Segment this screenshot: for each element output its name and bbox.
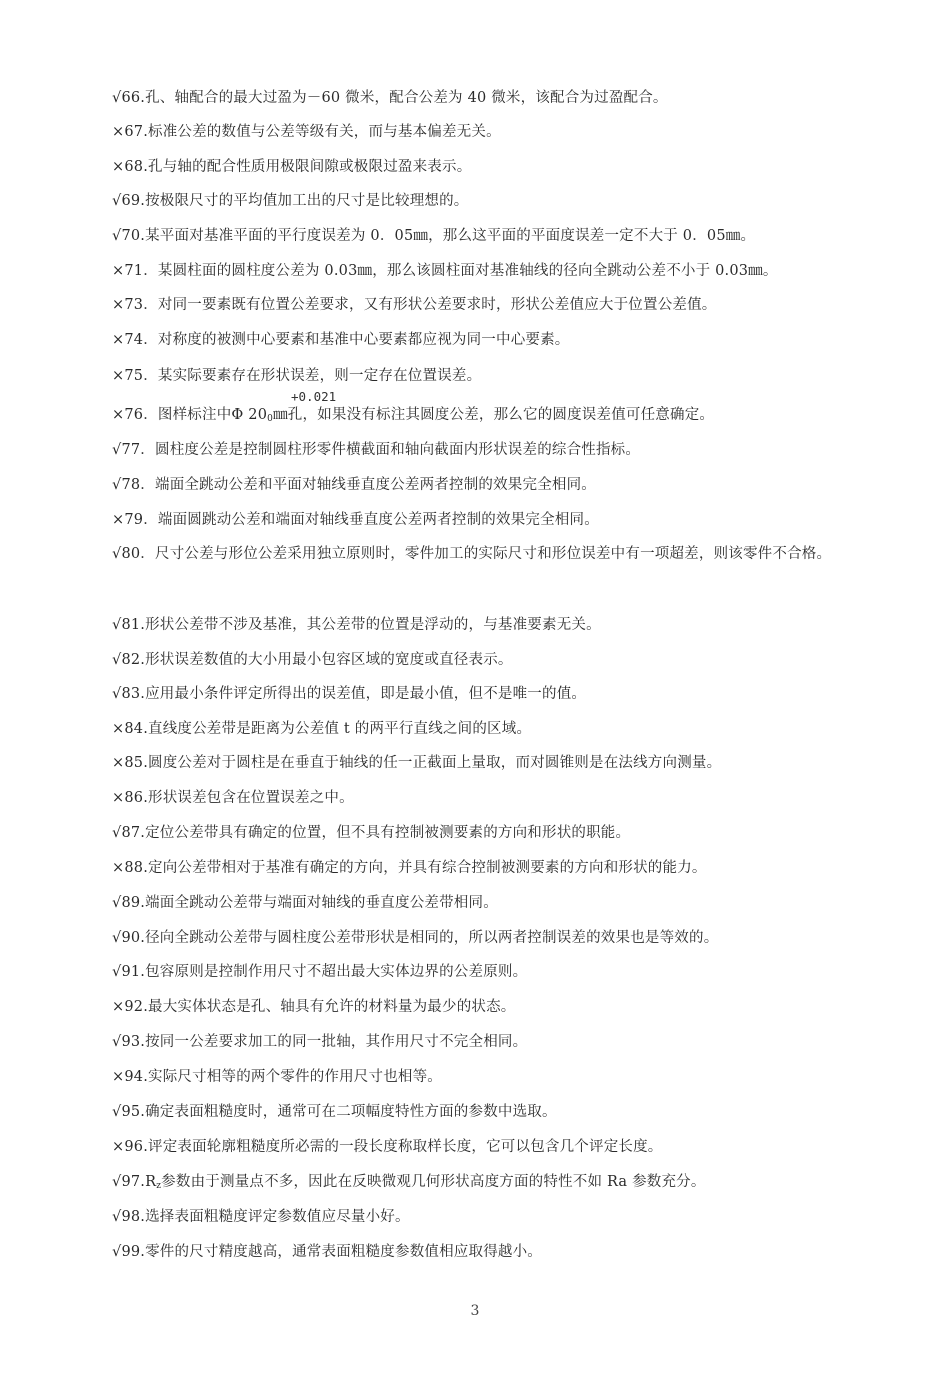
tolerance-subscript: 0: [267, 414, 274, 424]
tolerance-superscript: +0.021: [291, 389, 337, 404]
question-69: √69.按极限尺寸的平均值加工出的尺寸是比较理想的。: [112, 193, 469, 209]
question-66: √66.孔、轴配合的最大过盈为－60 微米，配合公差为 40 微米，该配合为过盈配合。: [112, 90, 668, 106]
question-78: √78．端面全跳动公差和平面对轴线垂直度公差两者控制的效果完全相同。: [112, 477, 596, 493]
question-88: ×88.定向公差带相对于基准有确定的方向，并具有综合控制被测要素的方向和形状的能力。: [112, 860, 707, 876]
question-74: ×74．对称度的被测中心要素和基准中心要素都应视为同一中心要素。: [112, 332, 570, 348]
question-89: √89.端面全跳动公差带与端面对轴线的垂直度公差带相同。: [112, 895, 498, 911]
page-number: 3: [470, 1303, 480, 1319]
question-81: √81.形状公差带不涉及基准，其公差带的位置是浮动的，与基准要素无关。: [112, 617, 601, 633]
question-68: ×68.孔与轴的配合性质用极限间隙或极限过盈来表示。: [112, 159, 472, 175]
question-97: [112, 1172, 854, 1196]
question-85: ×85.圆度公差对于圆柱是在垂直于轴线的任一正截面上量取，而对圆锥则是在法线方向测量。: [112, 755, 722, 771]
question-76-suffix: ㎜孔，如果没有标注其圆度公差，那么它的圆度误差值可任意确定。: [273, 407, 715, 423]
question-97-suffix: 参数由于测量点不多，因此在反映微观几何形状高度方面的特性不如 Ra 参数充分。: [161, 1174, 706, 1190]
question-79: ×79．端面圆跳动公差和端面对轴线垂直度公差两者控制的效果完全相同。: [112, 512, 599, 528]
question-97-prefix: √97.R: [112, 1174, 157, 1190]
question-77: √77．圆柱度公差是控制圆柱形零件横截面和轴向截面内形状误差的综合性指标。: [112, 442, 641, 458]
question-84: ×84.直线度公差带是距离为公差值 t 的两平行直线之间的区域。: [112, 721, 532, 737]
question-90: √90.径向全跳动公差带与圆柱度公差带形状是相同的，所以两者控制误差的效果也是等效的。: [112, 930, 719, 946]
rz-subscript: z: [156, 1181, 162, 1191]
question-93: √93.按同一公差要求加工的同一批轴，其作用尺寸不完全相同。: [112, 1034, 528, 1050]
question-76-prefix: ×76．图样标注中Φ 20: [112, 407, 268, 423]
question-95: √95.确定表面粗糙度时，通常可在二项幅度特性方面的参数中选取。: [112, 1104, 557, 1120]
question-75: ×75．某实际要素存在形状误差，则一定存在位置误差。: [112, 368, 482, 384]
question-96: ×96.评定表面轮廓粗糙度所必需的一段长度称取样长度，它可以包含几个评定长度。: [112, 1139, 663, 1155]
question-83: √83.应用最小条件评定所得出的误差值，即是最小值，但不是唯一的值。: [112, 686, 587, 702]
question-91: √91.包容原则是控制作用尺寸不超出最大实体边界的公差原则。: [112, 964, 528, 980]
question-71: ×71．某圆柱面的圆柱度公差为 0.03㎜，那么该圆柱面对基准轴线的径向全跳动公差不小于 0.03㎜。: [112, 263, 778, 279]
question-73: ×73．对同一要素既有位置公差要求，又有形状公差要求时，形状公差值应大于位置公差值。: [112, 297, 717, 313]
question-98: √98.选择表面粗糙度评定参数值应尽量小好。: [112, 1209, 410, 1225]
question-67: ×67.标准公差的数值与公差等级有关，而与基本偏差无关。: [112, 124, 501, 140]
question-92: ×92.最大实体状态是孔、轴具有允许的材料量为最少的状态。: [112, 999, 516, 1015]
question-70: √70.某平面对基准平面的平行度误差为 0．05㎜，那么这平面的平面度误差一定不大于 0．05㎜。: [112, 228, 756, 244]
question-99: √99.零件的尺寸精度越高，通常表面粗糙度参数值相应取得越小。: [112, 1244, 542, 1260]
question-80: √80．尺寸公差与形位公差采用独立原则时，零件加工的实际尺寸和形位误差中有一项超差，则该零件不合格。: [112, 546, 832, 562]
question-82: √82.形状误差数值的大小用最小包容区域的宽度或直径表示。: [112, 652, 513, 668]
question-76: [112, 405, 854, 429]
question-94: ×94.实际尺寸相等的两个零件的作用尺寸也相等。: [112, 1069, 443, 1085]
question-86: ×86.形状误差包含在位置误差之中。: [112, 790, 354, 806]
question-87: √87.定位公差带具有确定的位置，但不具有控制被测要素的方向和形状的职能。: [112, 825, 631, 841]
